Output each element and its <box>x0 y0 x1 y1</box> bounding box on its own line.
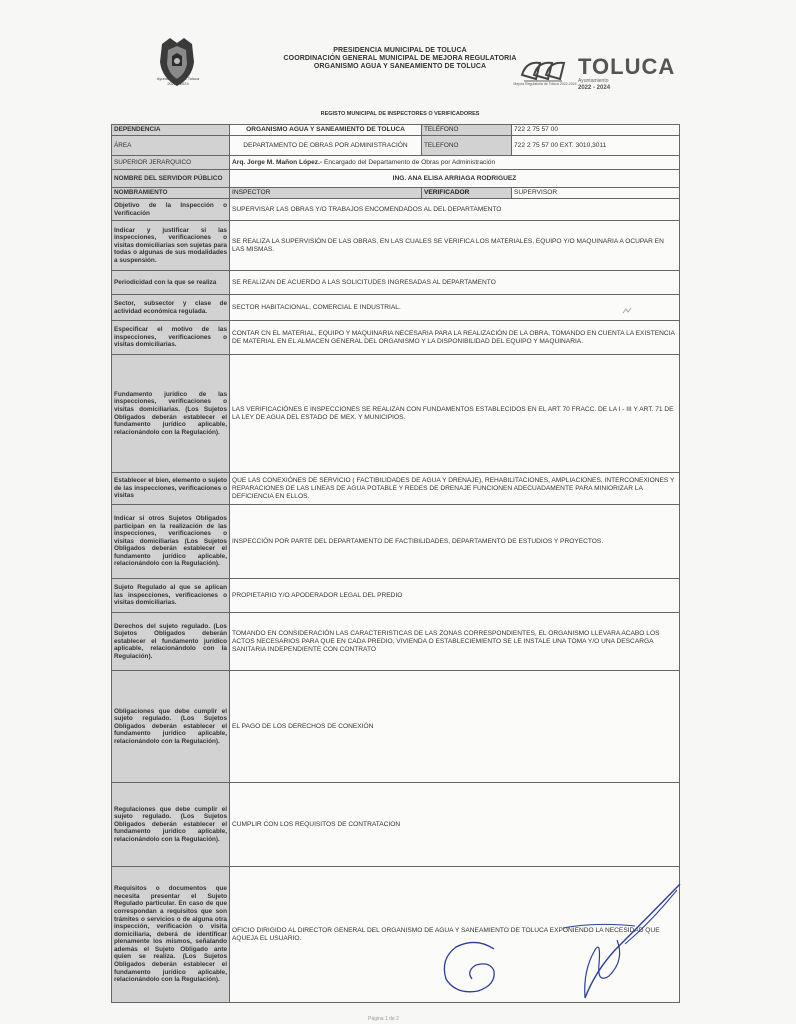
row-dependencia <box>112 125 680 136</box>
nombramiento-label: NOMBRAMIENTO <box>112 188 230 199</box>
row-value: TOMANDO EN CONSIDERACIÓN LAS CARACTERISTICAS DE LAS ZONAS CORRESPONDIENTES, EL ORGANISMO LLEVARA ACABO LOS ACTOS NECESARIOS PARA QUE EN CADA PREDIO, VIVIENDA O ESTABLECIEMIENTO SE LE INSTALE UNA TOMA Y/O UNA DESCARGA SANITARIA INDEPENDIENTE CON CONTRATO <box>230 613 680 671</box>
superior-name: Arq. Jorge M. Mañon López.- <box>232 158 323 166</box>
telefono-label: TELÉFONO <box>422 125 512 136</box>
row-value: LAS VERIFICACIÓNES E INSPECCIONES SE REALIZAN CON FUNDAMENTOS ESTABLECIDOS EN EL ART 70 FRACC. DE LA I - III Y ART. 71 DE LA LEY DE AGUA DEL ESTADO DE MEX. Y MUNICIPIOS. <box>230 355 680 473</box>
toluca-brand: TOLUCA <box>578 54 676 79</box>
row-fundamento <box>112 355 680 473</box>
stamp-mark-icon <box>622 307 632 315</box>
signature-icon <box>555 880 685 1005</box>
row-value: SUPERVISAR LAS OBRAS Y/O TRABAJOS ENCOMENDADOS AL DEL DEPARTAMENTO <box>230 199 680 221</box>
toluca-brand-years: 2022 - 2024 <box>578 85 611 91</box>
row-servidor <box>112 170 680 188</box>
row-value: SECTOR HABITACIONAL, COMERCIAL E INDUSTRIAL. <box>230 295 680 321</box>
row-label: Sujeto Regulado al que se aplican las inspecciones, verificaciones o visitas domiciliarias. <box>112 579 230 613</box>
row-label: Fundamento jurídico de las inspecciones, verificaciones o visitas domiciliarias. (Los Sujetos Obligados deberán establecer el fundamento jurídico aplicable, relacionándolo con la Regulación). <box>112 355 230 473</box>
row-label: Regulaciones que debe cumplir el sujeto regulado. (Los Sujetos Obligados deberán establecer el fundamento jurídico aplicable, relacionándolo con la Regulación). <box>112 783 230 867</box>
row-value: QUE LAS CONEXIÓNES DE SERVICIO ( FACTIBILIDADES DE AGUA Y DRENAJE), REHABILITACIONES, AMPLIACIONES, INTERCONEXIONES Y REPARACIONES DE LAS LINEAS DE AGUA POTABLE Y REDES DE DRENAJE FUNCIONEN ADECUADAMENTE PARA MINIORIZAR LA DEFICIENCIA EN ELLOS. <box>230 473 680 505</box>
area-label: ÁREA <box>112 136 230 156</box>
nombramiento-supervisor: SUPERVISOR <box>512 188 680 199</box>
servidor-label: NOMBRE DEL SERVIDOR PÚBLICO <box>112 170 230 188</box>
header-line: ORGANISMO AGUA Y SANEAMIENTO DE TOLUCA <box>313 63 487 70</box>
area-value: DEPARTAMENTO DE OBRAS POR ADMINISTRACIÓN <box>230 136 422 156</box>
page-number: Página 1 de 2 <box>368 1016 399 1022</box>
row-label: Requisitos o documentos que necesita presentar el Sujeto Regulado particular. En caso de que correspondan a requisitos que son trámites o servicios o de alguna otra inspección, verificación o visita domiciliaria, deberá de identificar plenamente los mismos, señalando además el Sujeto Obligado ante quien se realiza. (Los Sujetos Obligados deberán establecer el fundamento jurídico aplicable, relacionándolo con la Regulación). <box>112 867 230 1003</box>
row-value: OFICIO DIRIGIDO AL DIRECTOR GENERAL DEL ORGANISMO DE AGUA Y SANEAMIENTO DE TOLUCA EXPONIENDO LA NECESIDAD QUE AQUEJA EL USUARIO. <box>230 867 680 1003</box>
telefono2-value: 722 2 75 57 00 EXT. 3010,3011 <box>512 136 680 156</box>
row-value: EL PAGO DE LOS DERECHOS DE CONEXIÓN <box>230 671 680 783</box>
dependencia-value: ORGANISMO AGUA Y SANEAMIENTO DE TOLUCA <box>230 125 422 136</box>
mejora-regulatoria-logo-icon <box>518 55 568 85</box>
row-value: PROPIETARIO Y/O APODERADOR LEGAL DEL PREDIO <box>230 579 680 613</box>
row-value: SE REALIZA LA SUPERVISIÓN DE LAS OBRAS, EN LAS CUALES SE VERIFICA LOS MATERIALES, EQUIPO Y/O MAQUINARIA A OCUPAR EN LAS MISMAS. <box>230 221 680 271</box>
row-superior <box>112 156 680 170</box>
header-line: PRESIDENCIA MUNICIPAL DE TOLUCA <box>333 47 467 54</box>
row-sujeto-regulado <box>112 579 680 613</box>
row-suspension <box>112 221 680 271</box>
nombramiento-inspector: INSPECTOR <box>230 188 422 199</box>
row-derechos <box>112 613 680 671</box>
row-motivo <box>112 321 680 355</box>
row-label: Establecer el bien, elemento o sujeto de las inspecciones, verificaciones o visitas <box>112 473 230 505</box>
row-objetivo <box>112 199 680 221</box>
row-periodicidad <box>112 271 680 295</box>
row-nombramiento <box>112 188 680 199</box>
row-regulaciones <box>112 783 680 867</box>
row-value: CUMPLIR CON LOS REQUISITOS DE CONTRATACION <box>230 783 680 867</box>
document-header <box>0 0 796 110</box>
row-obligaciones <box>112 671 680 783</box>
header-line: COORDINACIÓN GENERAL MUNICIPAL DE MEJORA REGULATORIA <box>283 55 517 62</box>
superior-value <box>230 156 680 170</box>
row-value: SE REALIZAN DE ACUERDO A LAS SOLICITUDES INGRESADAS AL DEPARTAMENTO <box>230 271 680 295</box>
row-sector <box>112 295 680 321</box>
row-value: INSPECCIÓN POR PARTE DEL DEPARTAMENTO DE FACTIBILIDADES, DEPARTAMENTO DE ESTUDIOS Y PROYECTOS. <box>230 505 680 579</box>
document-title: REGISTO MUNICIPAL DE INSPECTORES O VERIFICADORES <box>320 111 480 117</box>
row-label: Derechos del sujeto regulado. (Los Sujetos Obligados deberán establecer el fundamento jurídico aplicable, relacionándolo con la Regulación). <box>112 613 230 671</box>
row-label: Indicar si otros Sujetos Obligados participan en la realización de las inspecciones, verificaciones o visitas domiciliarias (Los Sujetos Obligados deberán establecer el fundamento jurídico aplicable, relacionándolo con la Regulación). <box>112 505 230 579</box>
telefono-value: 722 2 75 57 00 <box>512 125 680 136</box>
telefono2-label: TELEFONO <box>422 136 512 156</box>
mejora-regulatoria-caption: Mejora Regulatoria de Toluca 2022-2024 <box>513 82 577 86</box>
row-label: Objetivo de la Inspección o Verificación <box>112 199 230 221</box>
nombramiento-verificador: VERIFICADOR <box>422 188 512 199</box>
registry-form-table <box>111 124 680 1003</box>
initials-circle-icon <box>436 935 506 1000</box>
superior-label: SUPERIOR JERARQUICO <box>112 156 230 170</box>
servidor-value: ING. ANA ELISA ARRIAGA RODRIGUEZ <box>230 170 680 188</box>
row-label: Indicar y justificar si las inspecciones, verificaciones o visitas domiciliarias son sujetas para todas o algunas de sus modalidades a suspensión. <box>112 221 230 271</box>
row-otros-sujetos <box>112 505 680 579</box>
row-bien <box>112 473 680 505</box>
superior-role: Encargado del Departamento de Obras por Administración <box>322 158 496 166</box>
row-label: Especificar el motivo de las inspecciones, verificaciones o visitas domiciliarias. <box>112 321 230 355</box>
row-label: Sector, subsector y clase de actividad económica regulada. <box>112 295 230 321</box>
row-label: Obligaciones que debe cumplir el sujeto regulado. (Los Sujetos Obligados deberán establecer el fundamento jurídico aplicable, relacionándolo con la Regulación). <box>112 671 230 783</box>
row-area <box>112 136 680 156</box>
dependencia-label: DEPENDENCIA <box>112 125 230 136</box>
row-label: Periodicidad con la que se realiza <box>112 271 230 295</box>
seal-caption: Ayuntamiento de Toluca 2022 - 2024 <box>156 76 200 86</box>
toluca-brand-sub: Ayuntamiento <box>578 78 609 84</box>
row-value: CONTAR CN EL MATERIAL, EQUIPO Y MAQUINARIA NECESARIA PARA LA REALIZACIÓN DE LA OBRA, TOMANDO EN CUENTA LA EXISTENCIA DE MATERIAL EN EL ALMACEN GENERAL DEL ORGANISMO Y LA DISPONIBILIDAD DEL EQUIPO Y MAQUINARIA. <box>230 321 680 355</box>
